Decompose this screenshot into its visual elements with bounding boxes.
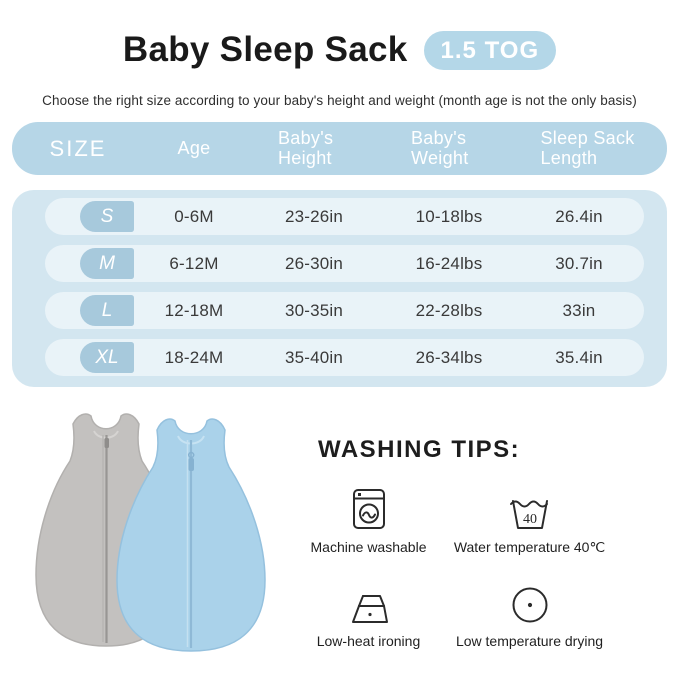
page-title: Baby Sleep Sack xyxy=(122,30,408,69)
size-badge-m: M xyxy=(80,248,134,279)
tip-low-heat-ironing xyxy=(300,580,437,649)
table-header-row xyxy=(12,122,667,175)
weight-value: 26-34lbs xyxy=(415,347,483,367)
tip-machine-washable xyxy=(300,486,437,556)
product-image xyxy=(18,408,305,674)
size-badge-s: S xyxy=(80,201,134,232)
iron-icon xyxy=(347,593,391,624)
height-value: 35-40in xyxy=(284,347,344,367)
column-header-height: Baby's Height xyxy=(278,127,334,169)
column-header-length: Sleep Sack Length xyxy=(540,127,635,169)
column-header-size: SIZE xyxy=(49,135,107,161)
age-value: 0-6M xyxy=(174,206,214,226)
sleep-sacks-illustration xyxy=(18,408,305,674)
column-header-weight: Baby's Weight xyxy=(411,127,469,169)
table-body xyxy=(12,190,667,387)
blue-zipper-pull xyxy=(189,458,195,471)
water-basin-icon xyxy=(508,497,552,530)
drying-circle-icon xyxy=(511,586,549,624)
age-value: 12-18M xyxy=(164,300,224,320)
water-temperature-number: 40 xyxy=(522,512,537,527)
length-value: 33in xyxy=(562,300,596,320)
weight-value: 16-24lbs xyxy=(415,253,483,273)
gray-zipper-pull xyxy=(105,438,110,448)
tip-water-temperature xyxy=(437,486,622,556)
size-badge-l: L xyxy=(80,295,134,326)
height-value: 26-30in xyxy=(284,253,344,273)
length-value: 26.4in xyxy=(555,206,603,226)
weight-value: 22-28lbs xyxy=(415,300,483,320)
title-row xyxy=(0,30,679,70)
table-row-l xyxy=(45,292,644,329)
tip-label: Water temperature 40℃ xyxy=(453,539,606,555)
age-value: 18-24M xyxy=(164,347,224,367)
weight-value: 10-18lbs xyxy=(415,206,483,226)
washing-tips-heading: WASHING TIPS: xyxy=(318,436,521,463)
tip-label: Low-heat ironing xyxy=(316,633,421,649)
column-header-age: Age xyxy=(177,138,211,158)
length-value: 35.4in xyxy=(555,347,603,367)
tip-low-temperature-drying xyxy=(437,580,622,649)
length-value: 30.7in xyxy=(555,253,603,273)
tip-label: Low temperature drying xyxy=(455,633,604,649)
size-badge-xl: XL xyxy=(80,342,134,373)
height-value: 30-35in xyxy=(284,300,344,320)
size-chart-table xyxy=(12,122,667,387)
size-guide-subtitle: Choose the right size according to your baby's height and weight (month age is not the only basis) xyxy=(42,93,637,108)
tip-label: Machine washable xyxy=(310,539,427,555)
washing-machine-icon xyxy=(352,488,386,530)
washing-tips-section xyxy=(300,436,670,649)
age-value: 6-12M xyxy=(169,253,219,273)
washing-tips-grid xyxy=(300,486,670,649)
table-row-s xyxy=(45,198,644,235)
height-value: 23-26in xyxy=(284,206,344,226)
table-row-xl xyxy=(45,339,644,376)
table-row-m xyxy=(45,245,644,282)
tog-rating-badge: 1.5 TOG xyxy=(424,31,557,70)
